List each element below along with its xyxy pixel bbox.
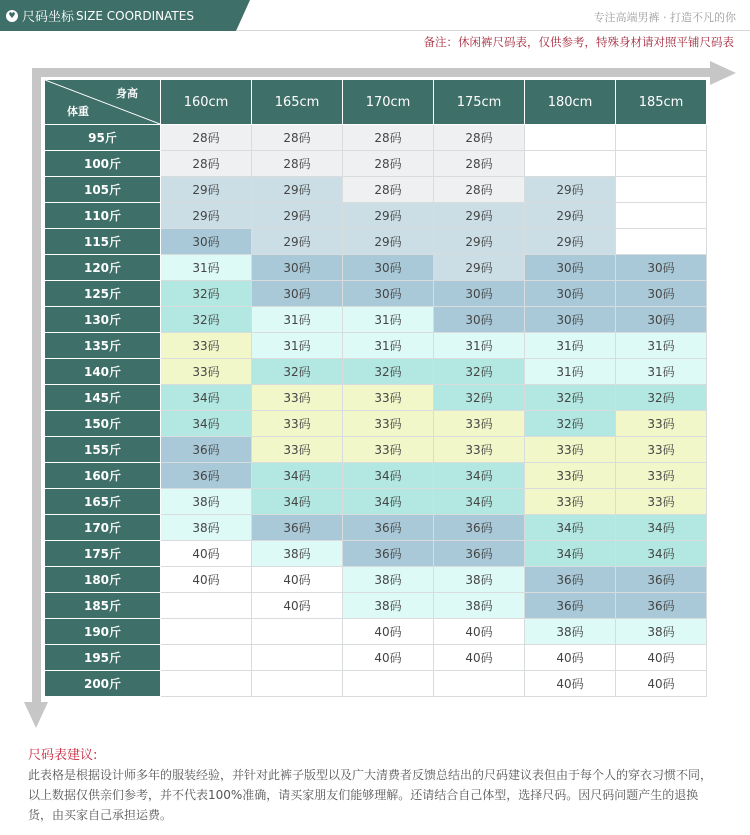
table-row: [45, 619, 707, 645]
weight-label: 160斤: [45, 463, 161, 489]
size-cell: 29码: [161, 203, 252, 229]
size-cell: 33码: [616, 489, 707, 515]
size-cell: 29码: [525, 229, 616, 255]
size-cell: 36码: [343, 515, 434, 541]
size-cell: 28码: [434, 151, 525, 177]
size-cell: 30码: [616, 307, 707, 333]
height-header-165cm: 165cm: [252, 80, 343, 125]
size-cell: 32码: [161, 281, 252, 307]
table-row: [45, 385, 707, 411]
size-cell: 33码: [434, 437, 525, 463]
weight-label: 155斤: [45, 437, 161, 463]
size-cell: [616, 229, 707, 255]
height-header-185cm: 185cm: [616, 80, 707, 125]
advice-title: 尺码表建议:: [28, 748, 98, 763]
size-cell: 40码: [525, 671, 616, 697]
size-cell: 40码: [161, 567, 252, 593]
size-cell: 40码: [343, 645, 434, 671]
size-cell: 36码: [252, 515, 343, 541]
size-cell: 33码: [616, 463, 707, 489]
size-cell: 31码: [343, 307, 434, 333]
size-cell: 30码: [343, 281, 434, 307]
size-cell: 40码: [252, 567, 343, 593]
table-row: [45, 463, 707, 489]
size-cell: 40码: [616, 671, 707, 697]
size-cell: [616, 177, 707, 203]
weight-label: 190斤: [45, 619, 161, 645]
weight-label: 195斤: [45, 645, 161, 671]
size-cell: 31码: [343, 333, 434, 359]
weight-label: 110斤: [45, 203, 161, 229]
size-cell: 33码: [616, 411, 707, 437]
size-cell: 29码: [525, 203, 616, 229]
size-cell: 36码: [616, 567, 707, 593]
size-cell: 33码: [434, 411, 525, 437]
size-cell: 40码: [434, 645, 525, 671]
size-cell: 38码: [434, 567, 525, 593]
size-cell: 33码: [616, 437, 707, 463]
size-cell: 28码: [252, 151, 343, 177]
size-cell: [252, 671, 343, 697]
size-cell: 38码: [525, 619, 616, 645]
weight-label: 140斤: [45, 359, 161, 385]
table-body: [45, 125, 707, 697]
weight-label: 150斤: [45, 411, 161, 437]
size-cell: 29码: [525, 177, 616, 203]
size-cell: 40码: [434, 619, 525, 645]
size-cell: 29码: [434, 255, 525, 281]
size-cell: 30码: [252, 281, 343, 307]
table-row: [45, 203, 707, 229]
size-cell: 29码: [434, 229, 525, 255]
weight-label: 145斤: [45, 385, 161, 411]
table-row: [45, 333, 707, 359]
size-cell: 32码: [434, 385, 525, 411]
size-cell: 28码: [343, 151, 434, 177]
weight-label: 170斤: [45, 515, 161, 541]
size-cell: 40码: [161, 541, 252, 567]
table-row: [45, 151, 707, 177]
size-cell: 32码: [525, 385, 616, 411]
size-cell: 36码: [525, 567, 616, 593]
size-cell: 36码: [161, 463, 252, 489]
section-title: 尺码坐标: [22, 10, 75, 25]
size-cell: 34码: [616, 541, 707, 567]
height-axis-arrow: [32, 68, 712, 77]
size-cell: 34码: [252, 489, 343, 515]
table-corner: [45, 80, 161, 125]
size-cell: 34码: [525, 515, 616, 541]
size-cell: [161, 593, 252, 619]
weight-label: 120斤: [45, 255, 161, 281]
size-cell: 38码: [343, 593, 434, 619]
weight-label: 165斤: [45, 489, 161, 515]
size-cell: 33码: [161, 333, 252, 359]
size-cell: 30码: [616, 281, 707, 307]
table-row: [45, 359, 707, 385]
table-row: [45, 567, 707, 593]
size-cell: 34码: [161, 411, 252, 437]
section-title-en: SIZE COORDINATES: [76, 8, 194, 23]
weight-label: 130斤: [45, 307, 161, 333]
size-cell: 28码: [434, 177, 525, 203]
size-cell: 33码: [252, 411, 343, 437]
size-cell: 31码: [525, 359, 616, 385]
size-cell: 29码: [252, 177, 343, 203]
size-cell: 33码: [525, 463, 616, 489]
table-row: [45, 411, 707, 437]
weight-label: 175斤: [45, 541, 161, 567]
size-cell: 36码: [434, 541, 525, 567]
size-cell: 28码: [343, 177, 434, 203]
size-cell: 29码: [161, 177, 252, 203]
table-row: [45, 593, 707, 619]
table-row: [45, 255, 707, 281]
size-cell: 34码: [343, 489, 434, 515]
size-cell: 28码: [343, 125, 434, 151]
weight-axis-arrow: [32, 68, 41, 704]
size-cell: 33码: [343, 411, 434, 437]
size-cell: 38码: [161, 515, 252, 541]
size-cell: 29码: [252, 229, 343, 255]
weight-label: 200斤: [45, 671, 161, 697]
advice-text: 此表格是根据设计师多年的服装经验，并针对此裤子版型以及广大清费者反馈总结出的尺码建议表但由于每个人的穿衣习惯不同，以上数据仅供亲们参考，并不代表100%准确，请买家朋友们能够理解。还请结合自己体型，选择尺码。因尺码问题产生的退换货，由买家自己承担运费。: [28, 768, 713, 822]
size-cell: [252, 619, 343, 645]
size-cell: 40码: [343, 619, 434, 645]
weight-label: 100斤: [45, 151, 161, 177]
size-cell: 31码: [616, 333, 707, 359]
table-row: [45, 645, 707, 671]
size-cell: 32码: [343, 359, 434, 385]
table-header-row: [45, 80, 707, 125]
title-divider: [236, 30, 750, 31]
size-cell: [525, 125, 616, 151]
size-cell: [434, 671, 525, 697]
height-header-180cm: 180cm: [525, 80, 616, 125]
size-cell: 28码: [434, 125, 525, 151]
weight-label: 95斤: [45, 125, 161, 151]
size-cell: 33码: [343, 437, 434, 463]
weight-label: 180斤: [45, 567, 161, 593]
size-cell: 40码: [525, 645, 616, 671]
table-row: [45, 177, 707, 203]
size-cell: 33码: [252, 437, 343, 463]
size-cell: 30码: [434, 281, 525, 307]
size-cell: 31码: [525, 333, 616, 359]
size-cell: 38码: [616, 619, 707, 645]
size-cell: [616, 125, 707, 151]
weight-label: 125斤: [45, 281, 161, 307]
size-cell: 30码: [252, 255, 343, 281]
size-cell: 34码: [343, 463, 434, 489]
size-cell: 28码: [161, 151, 252, 177]
size-cell: 28码: [252, 125, 343, 151]
size-cell: 30码: [434, 307, 525, 333]
table-row: [45, 125, 707, 151]
heart-icon: ♥: [6, 10, 18, 22]
weight-label: 115斤: [45, 229, 161, 255]
size-note: 备注：休闲裤尺码表，仅供参考，特殊身材请对照平铺尺码表: [423, 35, 734, 49]
size-cell: 28码: [161, 125, 252, 151]
size-cell: 38码: [252, 541, 343, 567]
table-row: [45, 307, 707, 333]
size-cell: 36码: [616, 593, 707, 619]
arrow-down-icon: [24, 702, 48, 728]
size-table: [44, 79, 707, 697]
size-cell: 33码: [525, 489, 616, 515]
size-cell: [616, 203, 707, 229]
size-cell: 34码: [434, 489, 525, 515]
corner-height-label: 身高: [116, 87, 138, 100]
height-header-160cm: 160cm: [161, 80, 252, 125]
size-cell: 31码: [434, 333, 525, 359]
size-cell: 31码: [252, 333, 343, 359]
size-cell: 40码: [616, 645, 707, 671]
size-cell: 34码: [434, 463, 525, 489]
size-cell: 29码: [434, 203, 525, 229]
height-header-170cm: 170cm: [343, 80, 434, 125]
size-cell: 33码: [343, 385, 434, 411]
size-cell: 30码: [161, 229, 252, 255]
size-cell: 29码: [343, 203, 434, 229]
size-cell: 31码: [161, 255, 252, 281]
size-cell: 34码: [525, 541, 616, 567]
size-cell: 32码: [252, 359, 343, 385]
table-row: [45, 515, 707, 541]
size-cell: 38码: [161, 489, 252, 515]
size-cell: [252, 645, 343, 671]
size-cell: 30码: [616, 255, 707, 281]
arrow-right-icon: [710, 61, 736, 85]
size-cell: 40码: [252, 593, 343, 619]
size-cell: 34码: [616, 515, 707, 541]
size-cell: 29码: [343, 229, 434, 255]
size-cell: 32码: [525, 411, 616, 437]
size-cell: [161, 671, 252, 697]
weight-label: 135斤: [45, 333, 161, 359]
size-cell: [525, 151, 616, 177]
size-cell: 34码: [161, 385, 252, 411]
section-title-bar: [0, 0, 236, 31]
corner-weight-label: 体重: [67, 105, 89, 118]
weight-label: 185斤: [45, 593, 161, 619]
size-cell: 33码: [525, 437, 616, 463]
size-cell: 36码: [161, 437, 252, 463]
size-cell: 31码: [252, 307, 343, 333]
table-row: [45, 489, 707, 515]
size-cell: 34码: [252, 463, 343, 489]
size-cell: 30码: [525, 307, 616, 333]
size-cell: [616, 151, 707, 177]
weight-label: 105斤: [45, 177, 161, 203]
size-cell: 38码: [343, 567, 434, 593]
height-header-175cm: 175cm: [434, 80, 525, 125]
size-cell: 32码: [616, 385, 707, 411]
size-cell: 36码: [525, 593, 616, 619]
table-row: [45, 437, 707, 463]
brand-slogan: 专注高端男裤 · 打造不凡的你: [593, 11, 736, 24]
table-row: [45, 229, 707, 255]
size-cell: 30码: [525, 255, 616, 281]
size-cell: 31码: [616, 359, 707, 385]
size-cell: 33码: [161, 359, 252, 385]
table-row: [45, 541, 707, 567]
table-row: [45, 281, 707, 307]
size-cell: [343, 671, 434, 697]
size-cell: 32码: [434, 359, 525, 385]
size-cell: 30码: [525, 281, 616, 307]
size-cell: [161, 645, 252, 671]
corner-diagonal: [45, 80, 160, 124]
size-cell: 36码: [343, 541, 434, 567]
size-cell: 38码: [434, 593, 525, 619]
table-row: [45, 671, 707, 697]
size-cell: 32码: [161, 307, 252, 333]
size-cell: [161, 619, 252, 645]
size-cell: 36码: [434, 515, 525, 541]
size-cell: 29码: [252, 203, 343, 229]
size-cell: 33码: [252, 385, 343, 411]
size-cell: 30码: [343, 255, 434, 281]
